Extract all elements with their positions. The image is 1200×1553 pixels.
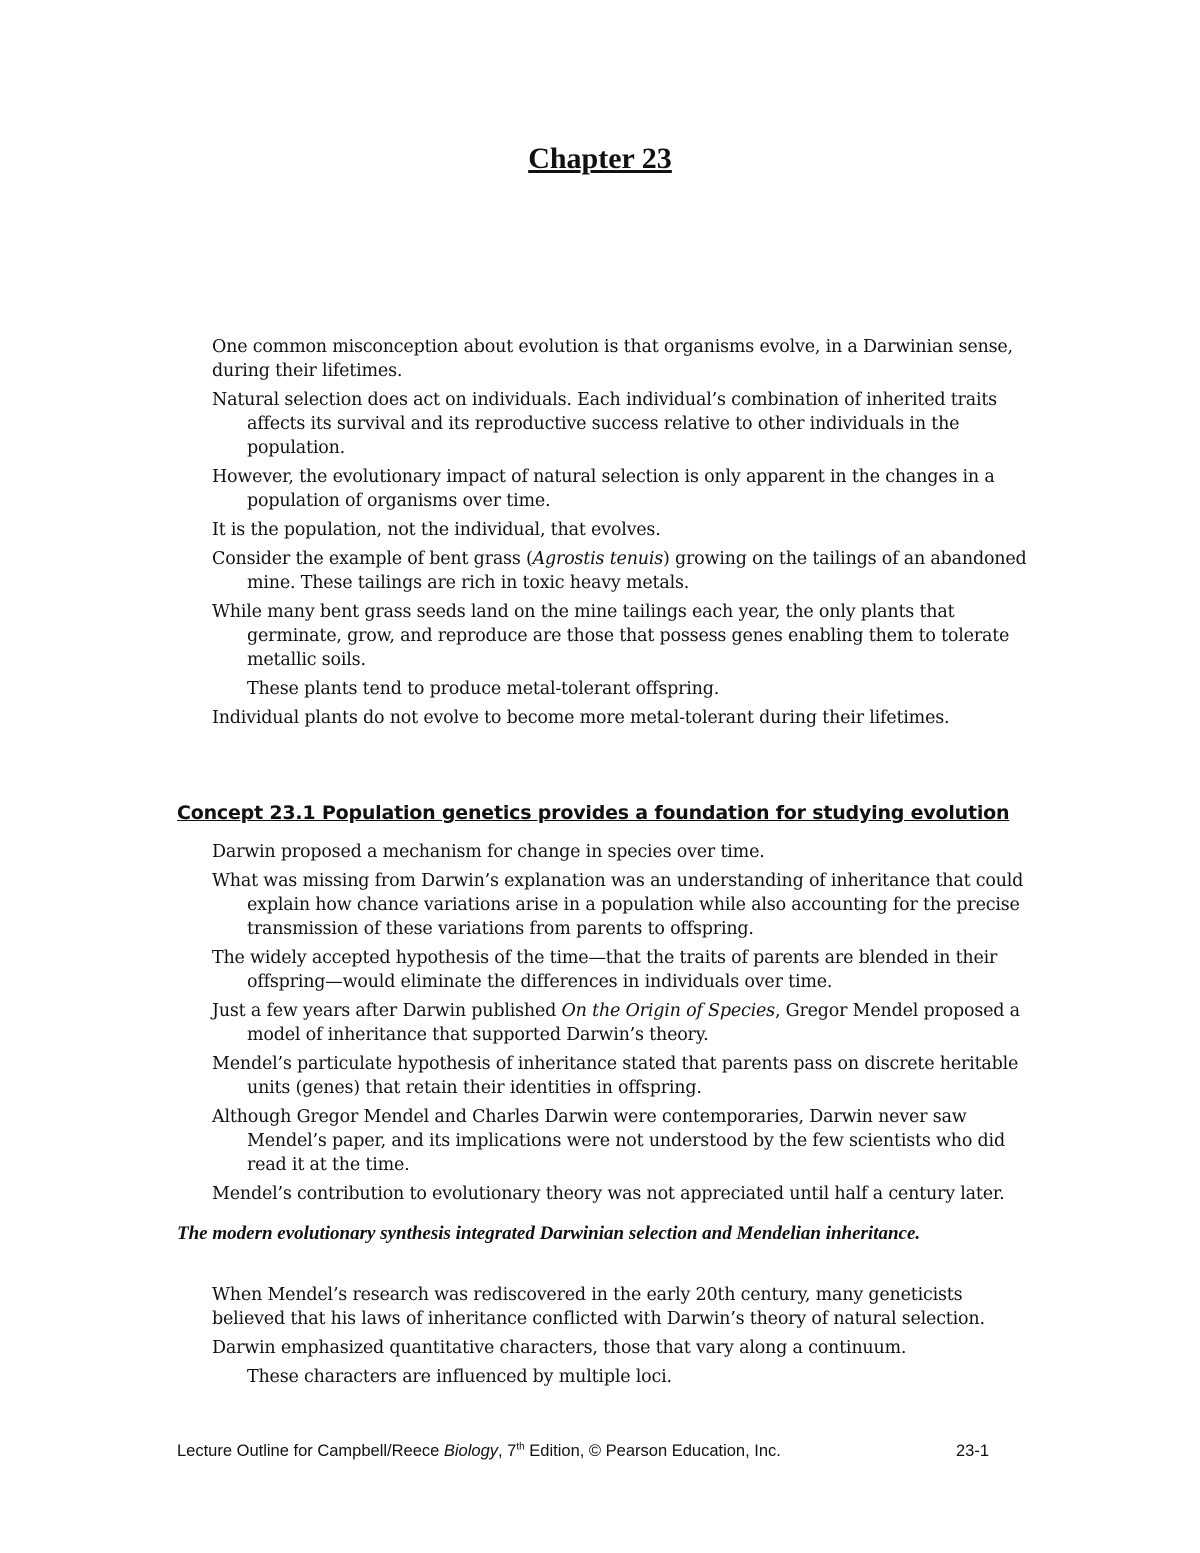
synthesis-section [212, 1283, 1032, 1394]
intro-paragraph: However, the evolutionary impact of natural selection is only apparent in the changes in a population of organisms over time. [212, 467, 995, 511]
footer-superscript: th [516, 1441, 525, 1453]
intro-paragraph: One common misconception about evolution is that organisms evolve, in a Darwinian sense, during their lifetimes. [212, 337, 1013, 381]
intro-section [212, 335, 1032, 735]
footer-text: Edition, © Pearson Education, Inc. [524, 1442, 781, 1460]
footer-text: , 7 [498, 1442, 517, 1460]
chapter-title: Chapter 23 [528, 142, 672, 175]
concept-paragraph: Mendel’s contribution to evolutionary theory was not appreciated until half a century later. [212, 1184, 1005, 1204]
concept-paragraph: Although Gregor Mendel and Charles Darwin were contemporaries, Darwin never saw Mendel’s paper, and its implications were not understood by the few scientists who did read it at the time. [212, 1107, 1005, 1175]
footer-citation [177, 1442, 781, 1461]
page-footer [177, 1442, 989, 1461]
concept-section [212, 840, 1032, 1211]
concept-paragraph [212, 999, 1032, 1047]
footer-text: Lecture Outline for Campbell/Reece [177, 1442, 444, 1460]
species-name: Agrostis tenuis [532, 549, 664, 569]
section-subheading: The modern evolutionary synthesis integrated Darwinian selection and Mendelian inheritance. [177, 1223, 921, 1244]
synthesis-paragraph: Darwin emphasized quantitative characters, those that vary along a continuum. [212, 1338, 907, 1358]
concept-paragraph: Mendel’s particulate hypothesis of inheritance stated that parents pass on discrete heritable units (genes) that retain their identities in offspring. [212, 1054, 1019, 1098]
intro-subparagraph: These plants tend to produce metal-tolerant offspring. [247, 679, 720, 699]
synthesis-subparagraph: These characters are influenced by multiple loci. [247, 1367, 672, 1387]
concept-paragraph: Darwin proposed a mechanism for change in species over time. [212, 842, 765, 862]
intro-paragraph: Individual plants do not evolve to become more metal-tolerant during their lifetimes. [212, 708, 950, 728]
intro-paragraph: Natural selection does act on individuals. Each individual’s combination of inherited traits affects its survival and its reproductive success relative to other individuals in the population. [212, 390, 997, 458]
concept-paragraph: What was missing from Darwin’s explanation was an understanding of inheritance that could explain how chance variations arise in a population while also accounting for the precise transmission of these variations from parents to offspring. [212, 871, 1024, 939]
concept-paragraph: The widely accepted hypothesis of the time—that the traits of parents are blended in their offspring—would eliminate the differences in individuals over time. [212, 948, 998, 992]
book-title: On the Origin of Species [561, 1001, 775, 1021]
footer-book-title: Biology [443, 1442, 499, 1460]
intro-paragraph [212, 547, 1032, 595]
text-run: Consider the example of bent grass ( [212, 549, 533, 569]
intro-paragraph: While many bent grass seeds land on the mine tailings each year, the only plants that germinate, grow, and reproduce are those that possess genes enabling them to tolerate metallic soils. [212, 602, 1010, 670]
concept-heading: Concept 23.1 Population genetics provides a foundation for studying evolution [177, 802, 1010, 824]
text-run: Just a few years after Darwin published [212, 1001, 562, 1021]
page-number: 23-1 [955, 1442, 989, 1460]
text-run: ) growing on the tailings of an abandoned mine. These tailings are rich in toxic heavy metals. [247, 549, 1027, 593]
synthesis-paragraph: When Mendel’s research was rediscovered in the early 20th century, many geneticists believed that his laws of inheritance conflicted with Darwin’s theory of natural selection. [212, 1285, 985, 1329]
text-run: , Gregor Mendel proposed a model of inheritance that supported Darwin’s theory. [247, 1001, 1020, 1045]
intro-paragraph: It is the population, not the individual, that evolves. [212, 520, 661, 540]
